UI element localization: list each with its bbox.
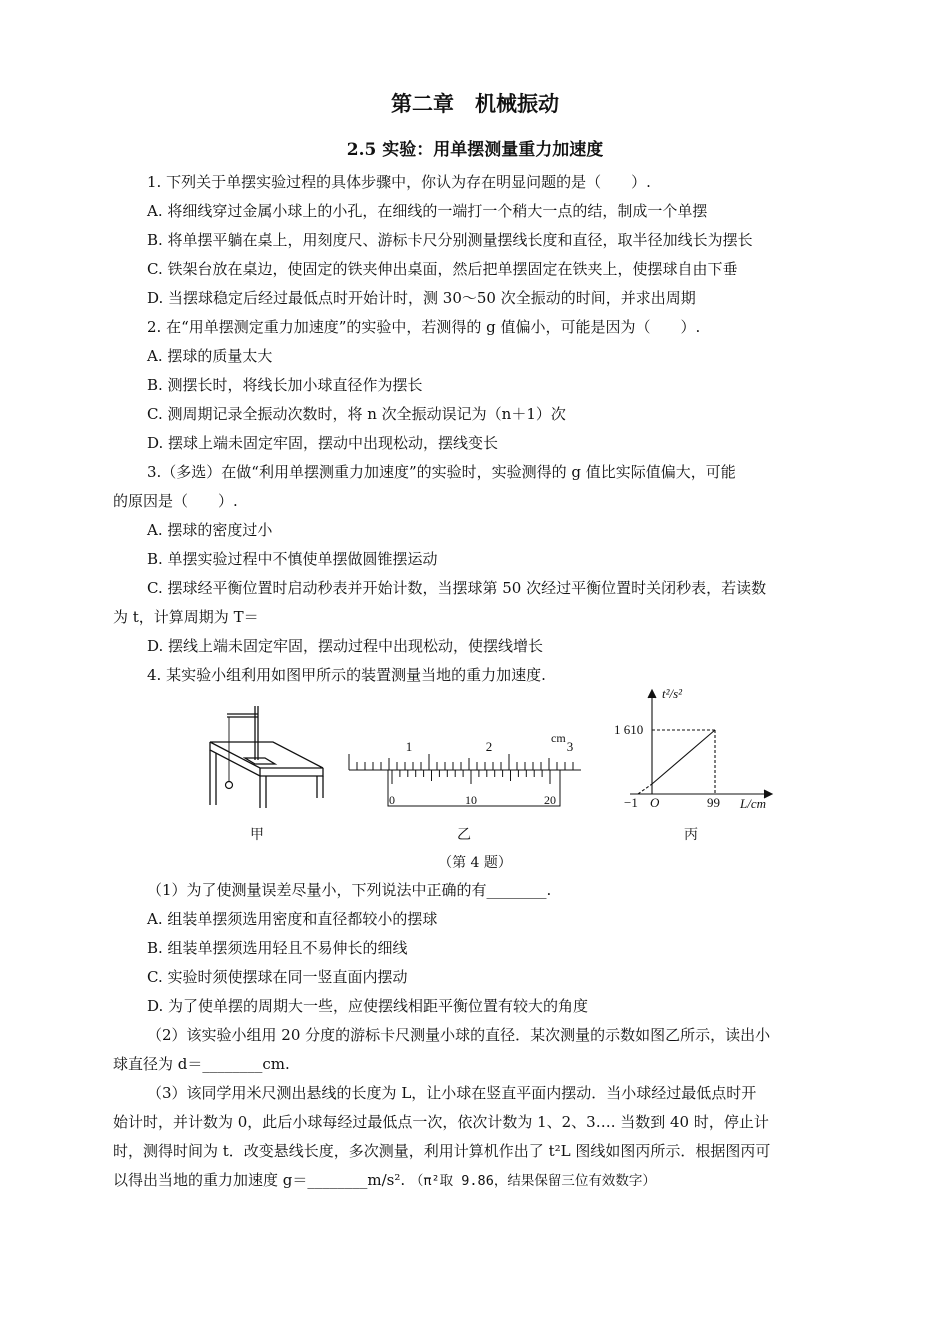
q2-option-b: B. 测摆长时，将线长加小球直径作为摆长 — [147, 376, 423, 394]
q3-stem-line-2: 的原因是（ ）. — [113, 492, 238, 510]
q4-part3-line-3: 时，测得时间为 t．改变悬线长度，多次测量，利用计算机作出了 t²L 图线如图丙所示．根据图丙可 — [113, 1142, 771, 1160]
q3-option-a: A. 摆球的密度过小 — [147, 521, 273, 539]
graph-x-value: 99 — [707, 795, 720, 810]
q3-stem-line-1: 3.（多选）在做“利用单摆测重力加速度”的实验时，实验测得的 g 值比实际值偏大，可能 — [147, 463, 736, 481]
q4-part1-option-b: B. 组装单摆须选用轻且不易伸长的细线 — [147, 939, 408, 957]
q4-part1-option-a: A. 组装单摆须选用密度和直径都较小的摆球 — [147, 910, 438, 928]
q4-part3-line-4 — [113, 1170, 656, 1191]
figure-label-bing: 丙 — [684, 827, 698, 843]
graph-origin: O — [650, 795, 660, 810]
q1-option-c: C. 铁架台放在桌边，使固定的铁夹伸出桌面，然后把单摆固定在铁夹上，使摆球自由下垂 — [147, 260, 738, 278]
q1-option-d: D. 当摆球稳定后经过最低点时开始计时，测 30～50 次全振动的时间，并求出周期 — [147, 289, 696, 307]
figure-label-jia: 甲 — [250, 827, 264, 843]
q3-option-d: D. 摆线上端未固定牢固，摆动过程中出现松动，使摆线增长 — [147, 637, 544, 655]
vernier-caliper-figure — [345, 730, 585, 812]
q4-part2-line-2: 球直径为 d＝________cm. — [113, 1055, 290, 1073]
q2-option-a: A. 摆球的质量太大 — [147, 347, 273, 365]
q3-option-c-line-1: C. 摆球经平衡位置时启动秒表并开始计数，当摆球第 50 次经过平衡位置时关闭秒表，若读数 — [147, 579, 767, 597]
q4-part1-option-c: C. 实验时须使摆球在同一竖直面内摆动 — [147, 968, 408, 986]
graph-x-axis-label: L/cm — [740, 796, 766, 811]
chapter-title: 第二章 机械振动 — [391, 91, 559, 116]
figure-label-yi: 乙 — [457, 827, 471, 843]
caliper-vernier-tick-20: 20 — [544, 793, 556, 807]
q2-option-c: C. 测周期记录全振动次数时，将 n 次全振动误记为（n＋1）次 — [147, 405, 566, 423]
graph-y-value: 1 610 — [614, 722, 644, 737]
graph-x-negative: −1 — [624, 795, 638, 810]
q4-part1-option-d: D. 为了使单摆的周期大一些，应使摆线相距平衡位置有较大的角度 — [147, 997, 589, 1015]
caliper-main-tick-3: 3 — [566, 739, 574, 754]
caliper-main-tick-1: 1 — [405, 739, 413, 754]
caliper-unit: cm — [551, 731, 566, 745]
q4-stem: 4. 某实验小组利用如图甲所示的装置测量当地的重力加速度. — [147, 666, 546, 684]
figure-caption: （第 4 题） — [438, 855, 512, 871]
q1-stem: 1. 下列关于单摆实验过程的具体步骤中，你认为存在明显问题的是（ ）. — [147, 173, 651, 191]
pendulum-apparatus-figure — [205, 700, 330, 812]
q4-part3-line-2: 始计时，并计数为 0，此后小球每经过最低点一次，依次计数为 1、2、3…. 当数到 40 时，停止计 — [113, 1113, 769, 1131]
graph-y-axis-label: t²/s² — [662, 686, 683, 701]
q4-part3-line-1: （3）该同学用米尺测出悬线的长度为 L，让小球在竖直平面内摆动．当小球经过最低点时开 — [147, 1084, 757, 1102]
q4-part1-stem: （1）为了使测量误差尽量小，下列说法中正确的有________. — [147, 881, 552, 899]
q4-part3-line-4-text: 以得出当地的重力加速度 g＝________m/s². — [113, 1171, 406, 1189]
q2-option-d: D. 摆球上端未固定牢固，摆动中出现松动，摆线变长 — [147, 434, 499, 452]
caliper-vernier-tick-0: 0 — [389, 793, 395, 807]
caliper-main-tick-2: 2 — [485, 739, 493, 754]
q4-part3-note: （π²取 9.86，结果保留三位有效数字） — [409, 1173, 656, 1189]
caliper-vernier-tick-10: 10 — [465, 793, 477, 807]
q1-option-b: B. 将单摆平躺在桌上，用刻度尺、游标卡尺分别测量摆线长度和直径，取半径加线长为摆长 — [147, 231, 753, 249]
q3-option-c-line-2: 为 t，计算周期为 T＝ — [113, 608, 259, 626]
t2-L-graph-figure — [612, 684, 782, 812]
q2-stem: 2. 在“用单摆测定重力加速度”的实验中，若测得的 g 值偏小，可能是因为（ ）. — [147, 318, 701, 336]
q1-option-a: A. 将细线穿过金属小球上的小孔，在细线的一端打一个稍大一点的结，制成一个单摆 — [147, 202, 708, 220]
q3-option-b: B. 单摆实验过程中不慎使单摆做圆锥摆运动 — [147, 550, 438, 568]
q4-part2-line-1: （2）该实验小组用 20 分度的游标卡尺测量小球的直径．某次测量的示数如图乙所示，读出小 — [147, 1026, 771, 1044]
section-title: 2.5 实验：用单摆测量重力加速度 — [346, 140, 604, 160]
